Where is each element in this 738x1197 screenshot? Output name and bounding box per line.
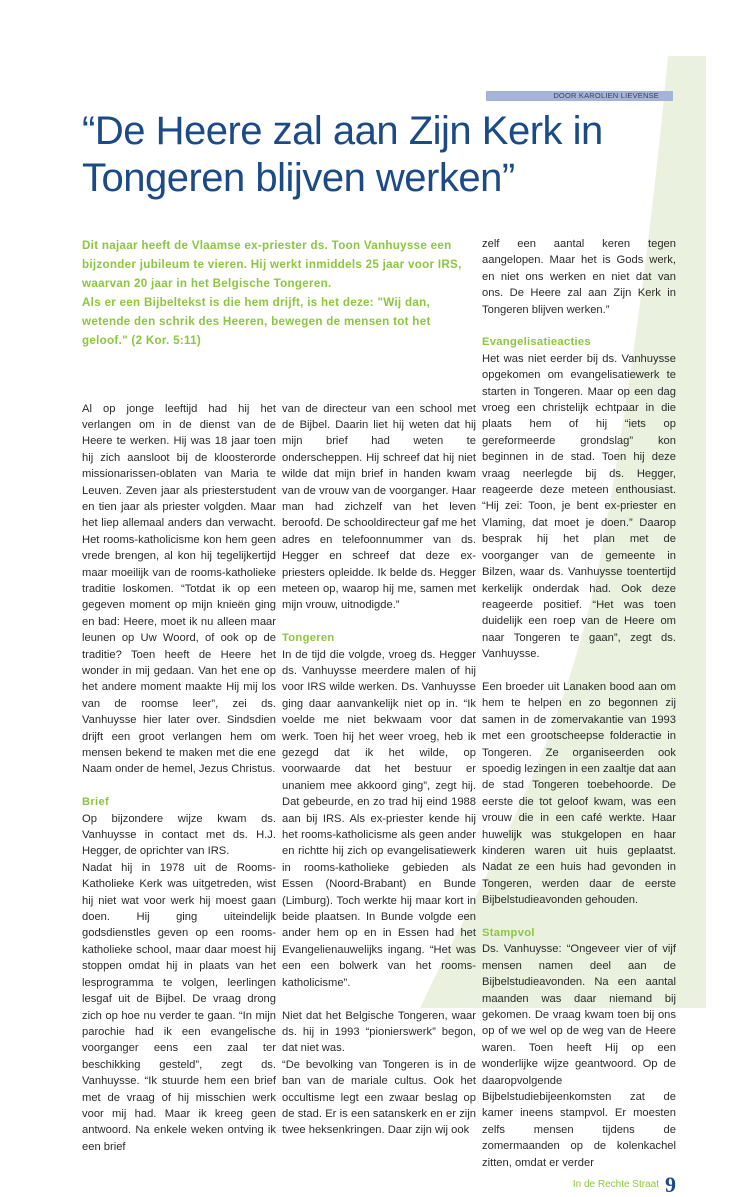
paragraph: In de tijd die volgde, vroeg ds. Hegger ds. Vanhuysse meerdere malen of hij voor IRS wilde werken. Ds. Vanhuysse ging daar aanvankelijk niet op in. “Ik voelde me niet bekwaam voor dat werk. Toen hij het weer vroeg, heb ik gezegd dat ik het wilde, op voorwaarde dat het bestuur er unaniem mee akkoord ging”, zegt hij. Dat gebeurde, en zo trad hij eind 1988 aan bij IRS. Als ex-priester kende hij het rooms-katholicisme als geen ander en richtte hij zich op evangelisatiewerk in rooms-katholieke gebieden als Essen (Noord-Brabant) en Bunde (Limburg). Toch werkte hij maar kort in beide plaatsen. In Bunde volgde een ander hem op en in Essen had het Evangelienauwelijks ingang. “Het was een een bolwerk van het rooms-katholicisme”. xyxy=(282,648,476,989)
lead-intro xyxy=(82,236,476,350)
byline: DOOR KAROLIEN LIEVENSE xyxy=(486,91,673,101)
paragraph: van de directeur van een school met de Bijbel. Daarin liet hij weten dat hij mijn brief had weten te onderscheppen. Hij schreef dat hij niet wilde dat mijn brief in handen kwam van de vrouw van de voorganger. Haar man had zichzelf van het leven beroofd. De schooldirecteur gaf me het adres en telefoonnummer van ds. Hegger en schreef dat deze ex-priesters opleidde. Ik belde ds. Hegger meteen op, waarop hij me, samen met mijn vrouw, uitnodigde.” xyxy=(282,402,476,612)
column-3 xyxy=(482,236,676,1197)
paragraph: Het was niet eerder bij ds. Vanhuysse opgekomen om evangelisatiewerk te starten in Tongeren. Maar op een dag vroeg een christelijk echtpaar in die plaats hem of hij “iets op gereformeerde grondslag” kon beginnen in de stad. Toen hij deze vraag neerlegde bij ds. Hegger, reageerde deze meteen enthousiast. “Hij zei: Toon, je bent ex-priester en Vlaming, dat moet je doen.” Daarop besprak hij het plan met de voorganger van de gemeente in Bilzen, waar ds. Vanhuysse toentertijd kerkelijk onderdak had. Ook deze reageerde positief. “Het was toen duidelijk een roep van de Heere om naar Tongeren te gaan”, zegt ds. Vanhuysse. xyxy=(482,352,676,661)
paragraph: Al op jonge leeftijd had hij het verlangen om in de dienst van de Heere te werken. Hij was 18 jaar toen hij zich aansloot bij de kloosterorde missionarissen-oblaten van Maria te Leuven. Zeven jaar als priesterstudent en tien jaar als priester volgden. Maar het liep allemaal anders dan verwacht. Het rooms-katholicisme kon hem geen vrede brengen, al kon hij tegelijkertijd maar moeilijk van de rooms-katholieke traditie loskomen. “Totdat ik op een gegeven moment op mijn knieën ging en bad: Heere, moet ik nu alleen maar leunen op Uw Woord, of ook op de traditie? Toen heeft de Heere het wonder in mij gedaan. Van het ene op het andere moment maakte Hij mij los van de roomse leer”, zei ds. Vanhuysse hier later over. Sindsdien drijft een groot verlangen hem om mensen bekend te maken met die ene Naam onder de hemel, Jezus Christus. xyxy=(82,402,276,776)
article-body xyxy=(82,236,676,1197)
paragraph: “De bevolking van Tongeren is in de ban van de mariale cultus. Ook het occultisme legt een zwaar beslag op de stad. Er is een satanskerk en er zijn twee heksenkringen. Daar zijn wij ook xyxy=(282,1058,476,1137)
paragraph: Ds. Vanhuysse: “Ongeveer vier of vijf mensen namen deel aan de Bijbelstudieavonden. Na een aantal maanden was daar niemand bij gekomen. De vraag kwam toen bij ons op of we wel op de weg van de Heere waren. Toen heeft Hij op een wonderlijke wijze geantwoord. Op de daaropvolgende Bijbelstudiebijeenkomsten zat de kamer ineens stampvol. Er moesten zelfs mensen tijdens de zomermaanden op de kolenkachel zitten, omdat er verder xyxy=(482,943,676,1169)
section-heading-brief: Brief xyxy=(82,796,109,809)
section-heading-evangelisatieacties: Evangelisatieacties xyxy=(482,336,591,349)
paragraph: Op bijzondere wijze kwam ds. Vanhuysse in contact met ds. H.J. Hegger, de oprichter van IRS. xyxy=(82,812,276,858)
column-1 xyxy=(82,401,276,1156)
paragraph: Niet dat het Belgische Tongeren, waar ds. hij in 1993 “pionierswerk” begon, dat niet was. xyxy=(282,1009,476,1055)
paragraph: Nadat hij in 1978 uit de Rooms-Katholieke Kerk was uitgetreden, wist hij niet wat voor werk hij moest gaan doen. Hij ging uiteindelijk godsdienstles geven op een rooms-katholieke school, maar daar moest hij stoppen omdat hij in plaats van het lesprogramma te volgen, leerlingen lesgaf uit de Bijbel. De vraag drong zich op hoe nu verder te gaan. “In mijn parochie had ik een evangelische voorganger eens een zaal ter beschikking gesteld”, zegt ds. Vanhuysse. “Ik stuurde hem een brief met de vraag of hij misschien werk voor mij had. Maar ik kreeg geen antwoord. Na enkele weken ontving ik een brief xyxy=(82,861,276,1153)
page-title: “De Heere zal aan Zijn Kerk in Tongeren blijven werken” xyxy=(82,109,603,200)
page-number: 9 xyxy=(665,1172,676,1197)
lead-bible-quote: Als er een Bijbeltekst is die hem drijft, is het deze: "Wij dan, wetende den schrik des Heeren, bewegen de mensen tot het geloof." (2 Kor. 5:11) xyxy=(82,296,431,347)
section-heading-tongeren: Tongeren xyxy=(282,632,335,645)
section-heading-stampvol: Stampvol xyxy=(482,927,535,940)
paragraph: zelf een aantal keren tegen aangelopen. Maar het is Gods werk, en niet ons werken en niet dat van ons. De Heere zal aan Zijn Kerk in Tongeren blijven werken.” xyxy=(482,238,676,316)
page-footer xyxy=(482,1172,676,1197)
lead-paragraph: Dit najaar heeft de Vlaamse ex-priester ds. Toon Vanhuysse een bijzonder jubileum te vieren. Hij werkt inmiddels 25 jaar voor IRS, waarvan 20 jaar in het Belgische Tongeren. xyxy=(82,239,462,290)
paragraph: Een broeder uit Lanaken bood aan om hem te helpen en zo begonnen zij samen in de zomervakantie van 1993 met een grootscheepse folderactie in Tongeren. Ze organiseerden ook spoedig lezingen in een zaaltje dat aan de stad Tongeren toebehoorde. De eerste die tot geloof kwam, was een vrouw die in een café werkte. Haar huwelijk was stukgelopen en haar kinderen waren uit huis geplaatst. Nadat ze een huis had gevonden in Tongeren, werden daar de eerste Bijbelstudieavonden gehouden. xyxy=(482,680,676,907)
column-2 xyxy=(282,401,476,1139)
magazine-name: In de Rechte Straat xyxy=(572,1179,659,1191)
